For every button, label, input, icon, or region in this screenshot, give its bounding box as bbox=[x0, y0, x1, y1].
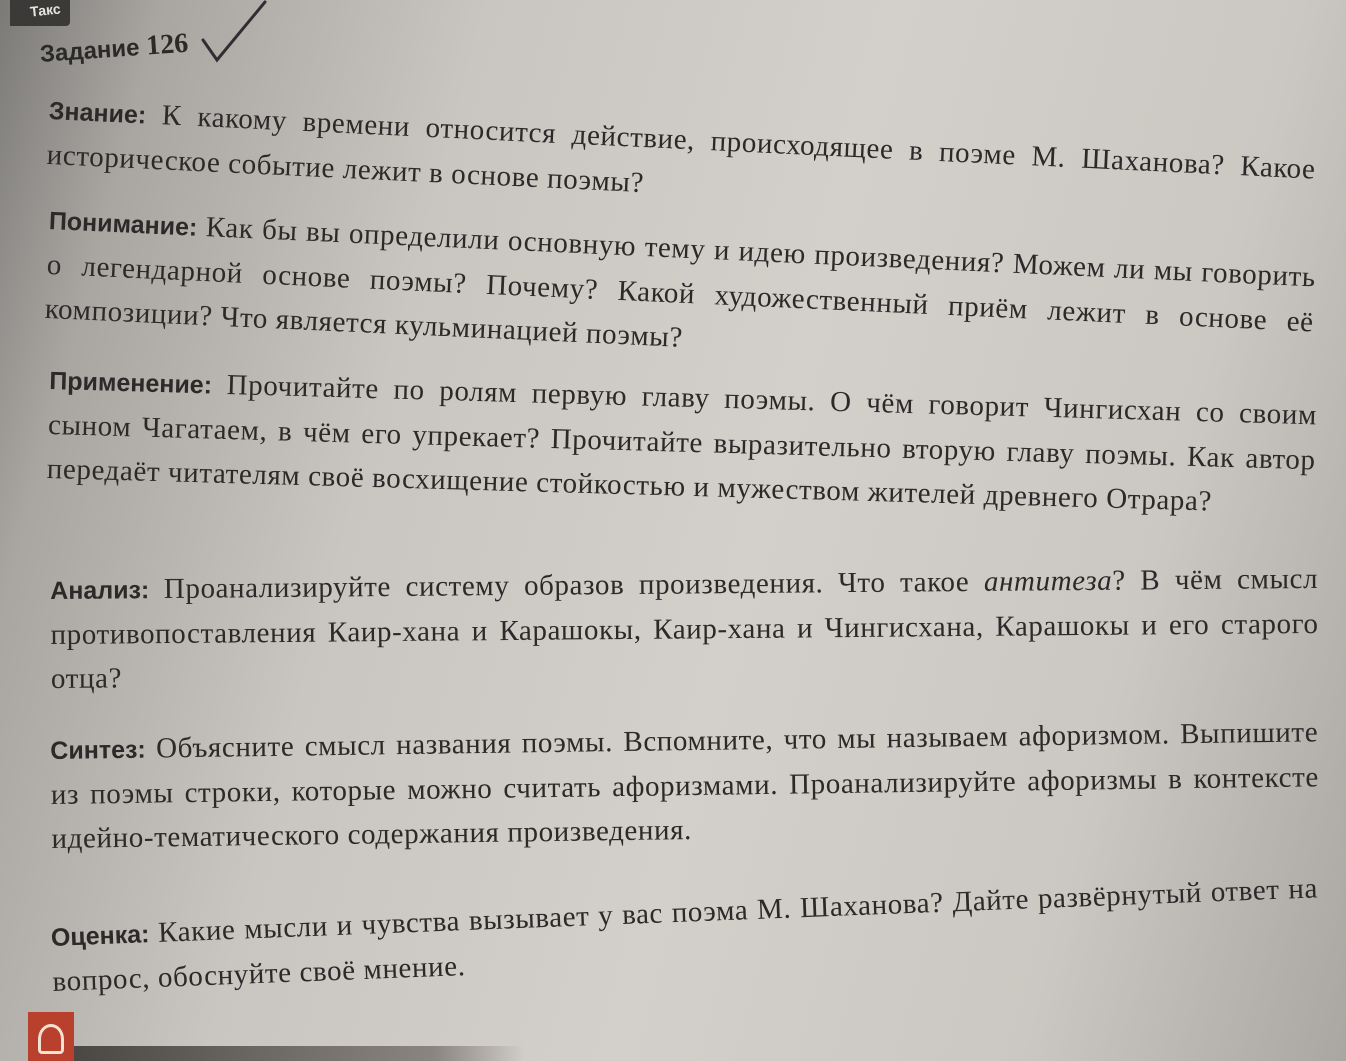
section-text: Объясните смысл названия поэмы. Вспомните, что мы называем афоризмом. Выпишите из поэмы строки, которые можно считать афоризмами. Проанализируйте афоризмы в контексте идейно-тематического содержания произведения. bbox=[50, 716, 1320, 855]
section-text: Проанализируйте систему образов произведения. Что такое bbox=[163, 565, 985, 606]
term-antithesis: антитеза bbox=[983, 564, 1113, 598]
section-heading: Синтез: bbox=[50, 735, 146, 765]
textbook-page bbox=[10, 0, 1346, 1061]
section-synthesis bbox=[50, 710, 1320, 861]
section-application bbox=[46, 358, 1317, 526]
section-heading: Понимание: bbox=[48, 206, 198, 242]
section-heading: Знание: bbox=[48, 96, 147, 130]
section-heading: Оценка: bbox=[50, 920, 150, 952]
task-number: 126 bbox=[145, 27, 190, 62]
header-fragment-text: Такс bbox=[29, 0, 62, 20]
task-heading bbox=[39, 28, 189, 70]
section-text: Какие мысли и чувства вызывает у вас поэма М. Шаханова? Дайте развёрнутый ответ на вопрос, обоснуйте своё мнение. bbox=[51, 872, 1319, 998]
pen-check-mark-icon bbox=[195, 0, 275, 70]
section-heading: Анализ: bbox=[50, 576, 150, 605]
footer-bar bbox=[74, 1046, 524, 1061]
section-text: Прочитайте по ролям первую главу поэмы. О чём говорит Чингисхан со своим сыном Чагатаем, в чём его упрекает? Прочитайте выразительно вторую главу поэмы. Как автор передаёт читателям своё восхищение стойкостью и мужеством жителей древнего Отрара? bbox=[46, 368, 1318, 518]
task-label: Задание bbox=[39, 34, 141, 68]
previous-page-fragment bbox=[10, 0, 70, 26]
section-text-continued: ? В чём смысл противопоставления Каир-хана и Карашокы, Каир-хана и Чингисхана, Карашокы и его старого отца? bbox=[50, 562, 1319, 695]
section-evaluation bbox=[50, 866, 1320, 1004]
section-text: К какому времени относится действие, происходящее в поэме М. Шаханова? Какое историческое событие лежит в основе поэмы? bbox=[46, 99, 1317, 200]
section-analysis bbox=[50, 557, 1319, 701]
section-text: Как бы вы определили основную тему и идею произведения? Можем ли мы говорить о легендарной основе поэмы? Почему? Какой художественный приём лежит в основе её композиции? Что является кульминацией поэмы? bbox=[44, 211, 1317, 354]
section-heading: Применение: bbox=[48, 366, 213, 400]
publisher-logo-icon bbox=[28, 1012, 74, 1061]
